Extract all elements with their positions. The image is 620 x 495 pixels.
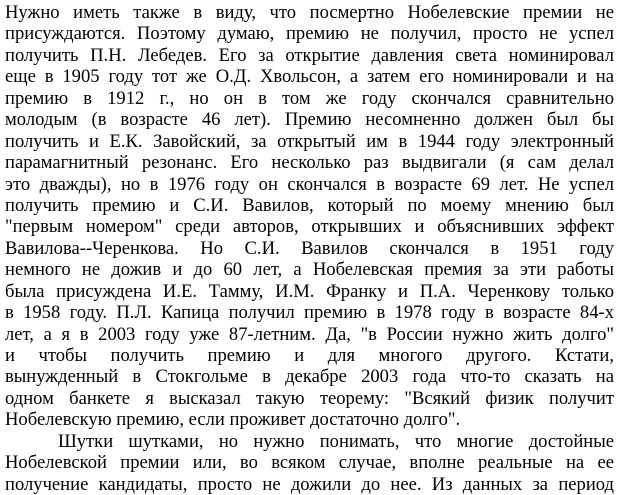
text-line: получить П.Н. Лебедев. Его за открытие давления света номинировал [5,44,614,66]
text-line: Шутки шутками, но нужно понимать, что многие достойные [58,430,614,452]
text-line: Нобелевской премии или, во всяком случае, вполне реальные на ее [5,452,614,474]
text-line: лет, а я в 2003 году уже 87-летним. Да, "в России нужно жить долго" [5,323,614,345]
text-line: немного не дожив и до 60 лет, а Нобелевская премия за эти работы [5,259,614,281]
text-line: вынужденный в Стокгольме в декабре 2003 года что-то сказать на [5,366,614,388]
text-line: одном банкете я высказал такую теорему: "Всякий физик получит [5,387,614,409]
text-line: была присуждена И.Е. Тамму, И.М. Франку и П.А. Черенкову только [5,280,614,302]
text-line: получить премию и С.И. Вавилов, который по моему мнению был [5,194,614,216]
paragraph-2 [5,431,614,495]
text-line: в 1958 году. П.Л. Капица получил премию в 1978 году в возрасте 84-х [5,302,614,324]
text-line: Нужно иметь также в виду, что посмертно Нобелевские премии не [5,2,614,23]
text-line: премию в 1912 г., но он в том же году скончался сравнительно [5,87,614,109]
text-line: и чтобы получить премию и для многого другого. Кстати, [5,345,614,366]
text-line: получение кандидаты, просто не дожили до нее. Из данных за период [5,473,614,495]
text-line: это дважды), но в 1976 году он скончался в возрасте 69 лет. Не успел [5,173,614,195]
text-line: "первым номером" среди авторов, открывших и объяснивших эффект [5,216,614,238]
text-line: парамагнитный резонанс. Его несколько раз выдвигали (я сам делал [5,152,614,174]
text-line: молодым (в возрасте 46 лет). Премию несомненно должен был бы [5,109,614,131]
paragraph-1 [5,2,614,431]
text-line: присуждаются. Поэтому думаю, премию не получил, просто не успел [5,23,614,45]
text-line: еще в 1905 году тот же О.Д. Хвольсон, а затем его номинировали и на [5,66,614,88]
text-line: Вавилова--Черенкова. Но С.И. Вавилов скончался в 1951 году [5,237,614,259]
text-line: Нобелевскую премию, если проживет достаточно долго". [5,409,461,431]
document-page [5,2,614,495]
text-line: получить и Е.К. Завойский, за открытый им в 1944 году электронный [5,130,614,152]
